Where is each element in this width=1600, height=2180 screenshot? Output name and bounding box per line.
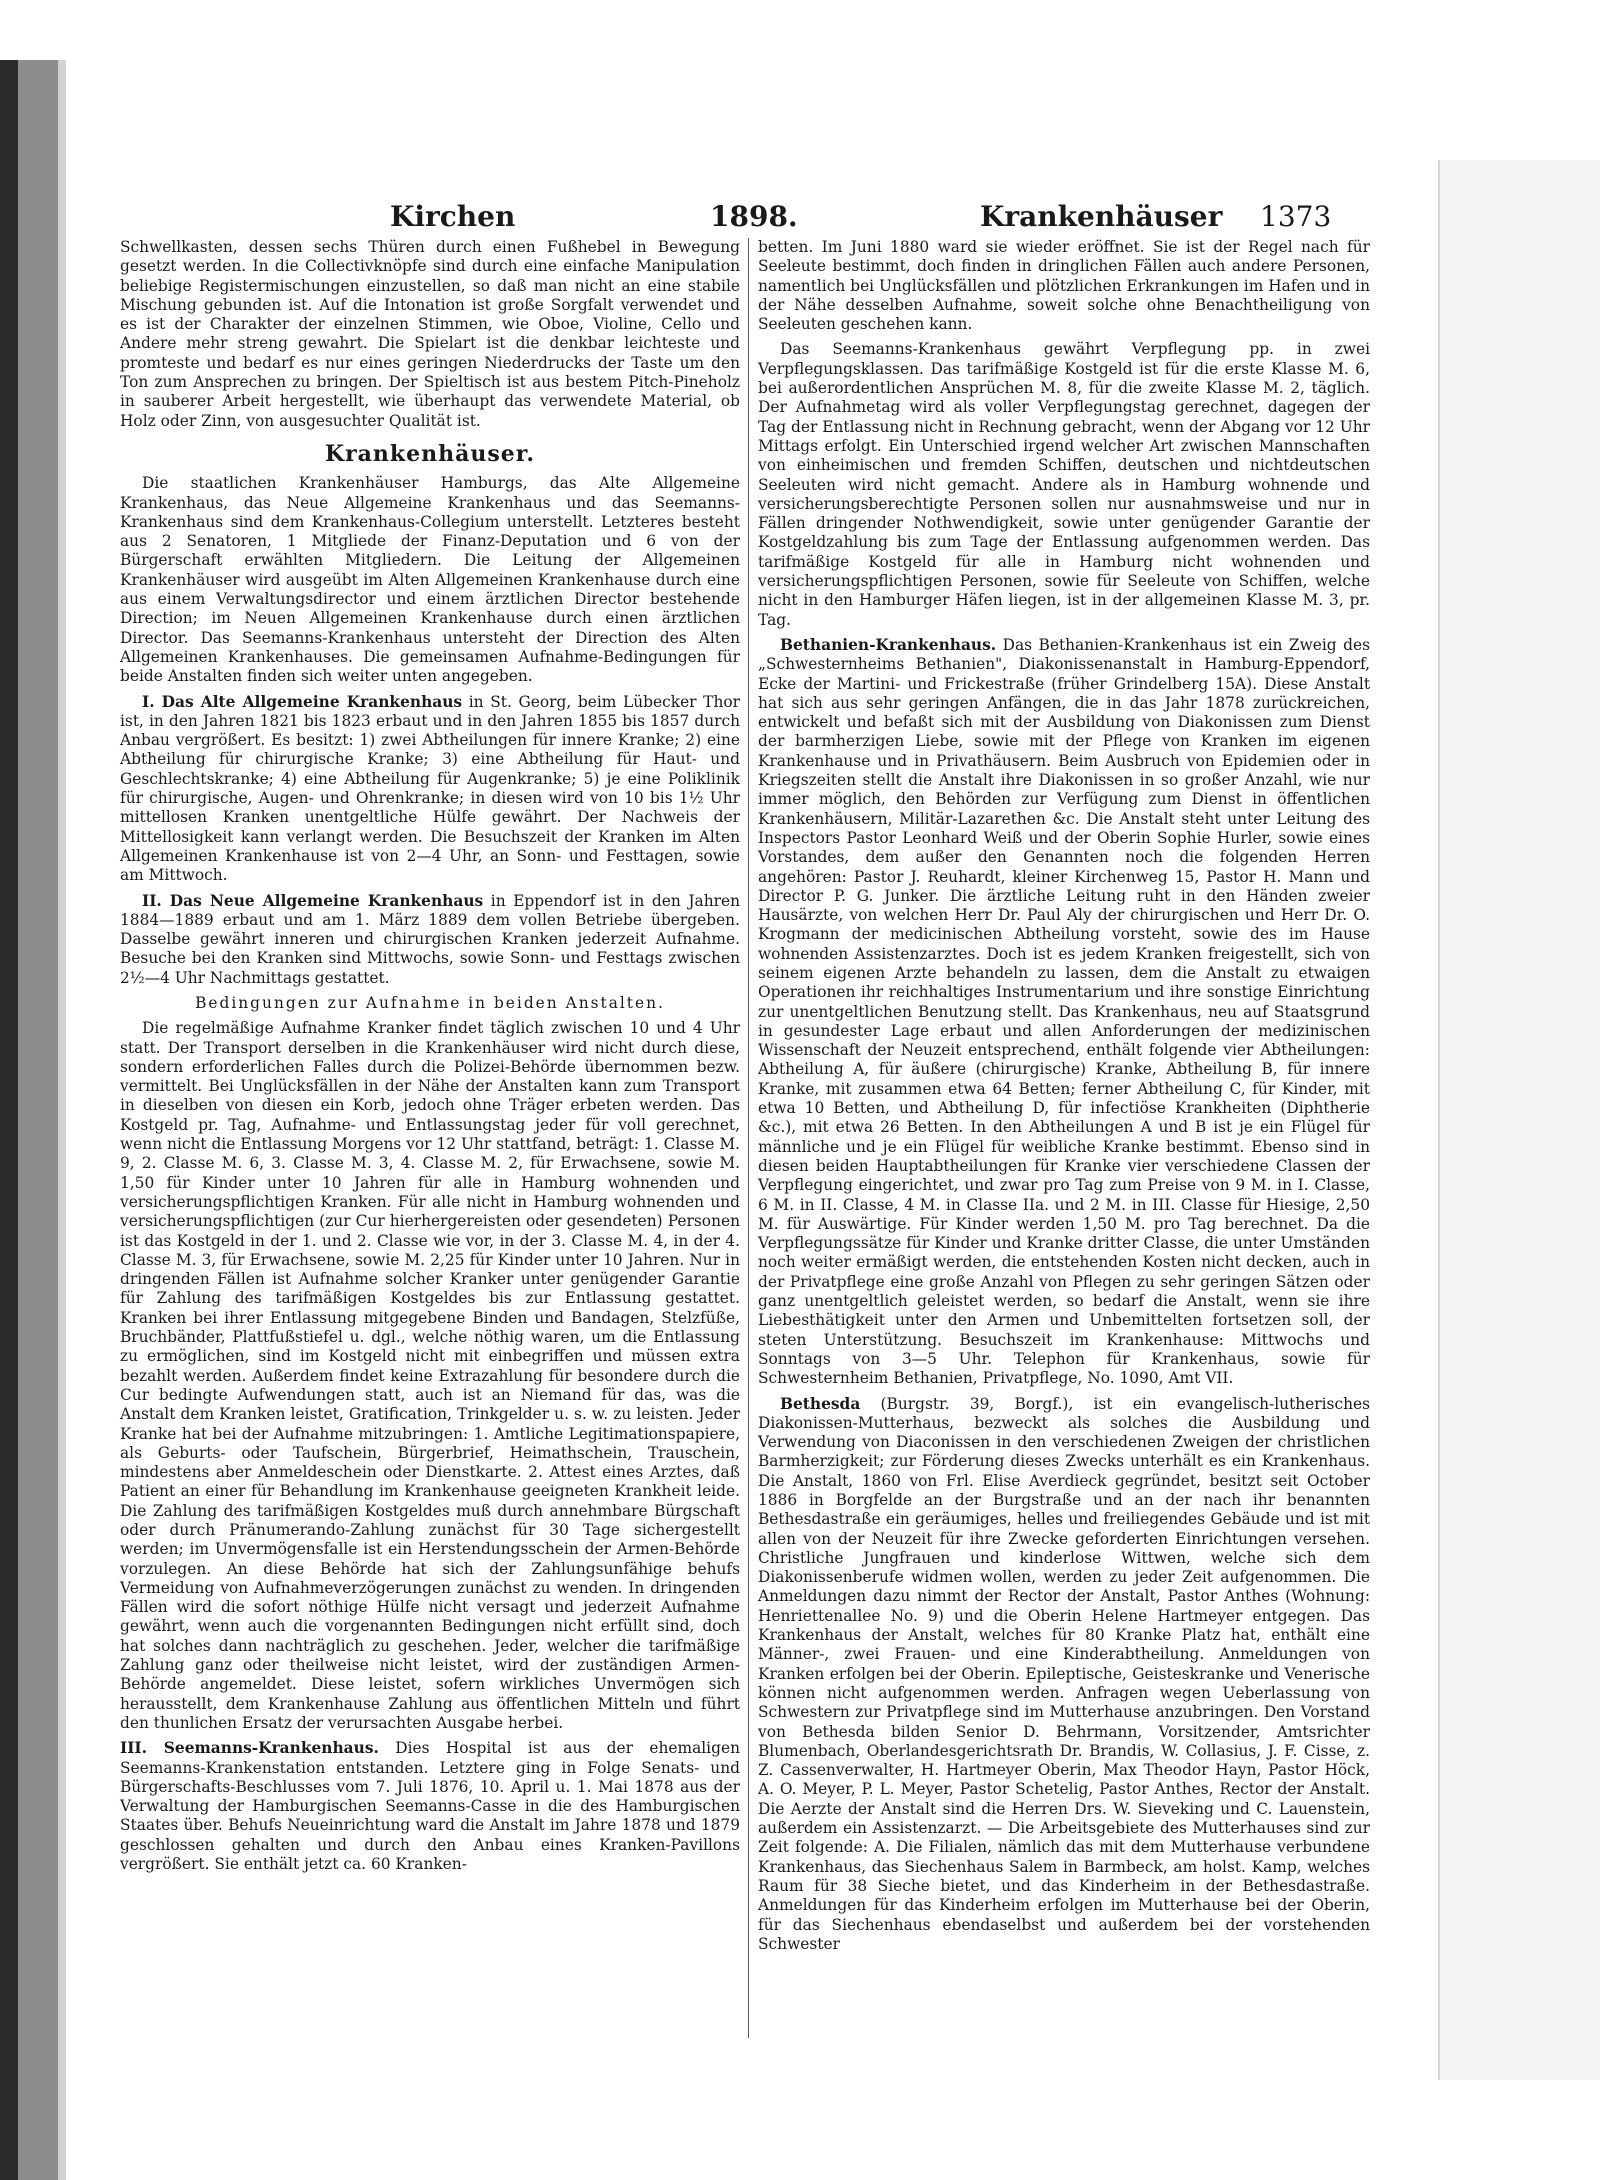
heading-neues: II. Das Neue Allgemeine Krankenhaus [142, 891, 484, 910]
paragraph-bethesda [758, 1395, 1370, 1955]
text-bethanien: Das Bethanien-Krankenhaus ist ein Zweig des „Schwesternheims Bethanien", Diakonissenanstalt in Hamburg-Eppendorf, Ecke der Martini- und Frickestraße (früher Grindelberg 15A). Diese Anstalt hat sich aus sehr geringen Anfängen, die in das Jahr 1878 zurückreichen, entwickelt und befaßt sich mit der Ausbildung von Diakonissen zum Dienst der barmherzigen Liebe, sowie mit der Pflege von Kranken im eigenen Krankenhause und in Privathäusern. Beim Ausbruch von Epidemien oder in Kriegszeiten stellt die Anstalt ihre Diakonissen in so großer Anzahl, wie nur immer möglich, den Behörden zur Verfügung zum Dienst in öffentlichen Krankenhäusern, Militär-Lazarethen &c. Die Anstalt steht unter Leitung des Inspectors Pastor Leonhard Weiß und der Oberin Sophie Hurler, sowie eines Vorstandes, dem außer den Genannten noch die folgenden Herren angehören: Pastor J. Reuhardt, kleiner Kirchenweg 15, Pastor H. Mann und Director P. G. Junker. Die ärztliche Leitung ruht in den Händen zweier Hausärzte, von welchen Herr Dr. Paul Aly der chirurgischen und Herr Dr. O. Krogmann der medicinischen Abtheilung vorsteht, sowie des im Hause wohnenden Assistenzarztes. Doch ist es jedem Kranken freigestellt, sich von seinem eigenen Arzte behandeln zu lassen, dem die Anstalt zu etwaigen Operationen ihr reichhaltiges Instrumentarium und ihre sonstige Einrichtung zur unentgeltlichen Benutzung stellt. Das Krankenhaus, neu auf Staatsgrund in gesundester Lage erbaut und allen Anforderungen der medizinischen Wissenschaft der Neuzeit entsprechend, enthält folgende vier Abtheilungen: Abtheilung A, für äußere (chirurgische) Kranke, Abtheilung B, für innere Kranke, mit zusammen etwa 64 Betten; ferner Abtheilung C, für Kinder, mit etwa 10 Betten, und Abtheilung D, für infectiöse Krankheiten (Diphtherie &c.), mit etwa 26 Betten. In den Abtheilungen A und B ist je ein Flügel für männliche und je ein Flügel für weibliche Kranke bestimmt. Ebenso sind in diesen beiden Hauptabtheilungen für Kranke vier verschiedene Classen der Verpflegung eingerichtet, und zwar pro Tag zum Preise von 9 M. in I. Classe, 6 M. in II. Classe, 4 M. in Classe IIa. und 2 M. in III. Classe für Hiesige, 2,50 M. für Auswärtige. Für Kinder werden 1,50 M. pro Tag berechnet. Da die Verpflegungssätze für Kinder und Kranke dritter Classe, die unter Umständen noch weiter ermäßigt werden, die entstehenden Kosten nicht decken, auch in der Privatpflege eine große Anzahl von Pflegen zu sehr geringen Sätzen oder ganz unentgeltlich geleistet werden, so bedarf die Anstalt, wenn sie ihre Liebesthätigkeit unter den Armen und Unbemittelten fortsetzen soll, der steten Unterstützung. Besuchszeit im Krankenhause: Mittwochs und Sonntags von 3—5 Uhr. Telephon für Krankenhaus, sowie für Schwesternheim Bethanien, Privatpflege, No. 1090, Amt VII. [758, 635, 1370, 1388]
paragraph-altes-krankenhaus [120, 693, 740, 886]
paragraph-bethanien [758, 636, 1370, 1389]
book-spine-shadow [0, 60, 18, 2180]
subheading-bedingungen: Bedingungen zur Aufnahme in beiden Anstalten. [195, 993, 665, 1012]
header-left: Kirchen [390, 200, 516, 233]
text-neues: in Eppendorf ist in den Jahren 1884—1889 erbaut und am 1. März 1889 dem vollen Betriebe übergeben. Dasselbe gewährt inneren und chirurgischen Kranken jederzeit Aufnahme. Besuche bei den Kranken sind Mittwochs, sowie Sonn- und Festtags zwischen 2½—4 Uhr Nachmittags gestattet. [120, 891, 740, 987]
text-bethesda: (Burgstr. 39, Borgf.), ist ein evangelisch-lutherisches Diakonissen-Mutterhaus, bezweckt als solches die Ausbildung und Verwendung von Diaconissen in den verschiedenen Zweigen der christlichen Barmherzigkeit; zur Förderung dieses Zwecks unterhält es ein Krankenhaus. Die Anstalt, 1860 von Frl. Elise Averdieck gegründet, besitzt seit October 1886 in Borgfelde an der Burgstraße und an der nach ihr benannten Bethesdastraße ein geräumiges, helles und freiliegendes Gebäude und ist mit allen von der Neuzeit für ihre Zwecke geforderten Einrichtungen versehen. Christliche Jungfrauen und kinderlose Wittwen, welche sich dem Diakonissenberufe widmen wollen, werden zu jeder Zeit aufgenommen. Die Anmeldungen dazu nimmt der Rector der Anstalt, Pastor Anthes (Wohnung: Henriettenallee No. 9) und die Oberin Helene Hartmeyer entgegen. Das Krankenhaus der Anstalt, welches für 80 Kranke Platz hat, enthält eine Männer-, zwei Frauen- und eine Kinderabtheilung. Anmeldungen von Kranken erfolgen bei der Oberin. Epileptische, Geisteskranke und Venerische können nicht aufgenommen werden. Anfragen wegen Ueberlassung von Schwestern zur Privatpflege sind im Mutterhause anzubringen. Den Vorstand von Bethesda bilden Senior D. Behrmann, Vorsitzender, Amtsrichter Blumenbach, Oberlandesgerichtsrath Dr. Brandis, W. Collasius, J. F. Cisse, z. Z. Cassenverwalter, H. Hartmeyer Oberin, Max Theodor Hayn, Pastor Höck, A. O. Meyer, P. L. Meyer, Pastor Schetelig, Pastor Anthes, Rector der Anstalt. Die Aerzte der Anstalt sind die Herren Drs. W. Sieveking und C. Lauenstein, außerdem ein Assistenzarzt. — Die Arbeitsgebiete des Mutterhauses sind zur Zeit folgende: A. Die Filialen, nämlich das mit dem Mutterhause verbundene Krankenhaus, das Siechenhaus Salem in Barmbeck, am holst. Kamp, welches Raum für 38 Sieche bietet, und das Kinderheim in der Bethesdastraße. Anmeldungen für das Kinderheim erfolgen im Mutterhause bei der Oberin, für das Siechenhaus ebendaselbst und außerdem bei der vorstehenden Schwester [758, 1394, 1370, 1953]
page-edge [1438, 160, 1600, 2080]
left-column [120, 238, 740, 2098]
heading-seemanns: III. Seemanns-Krankenhaus. [120, 1739, 379, 1758]
paragraph-organ: Schwellkasten, dessen sechs Thüren durch einen Fußhebel in Bewegung gesetzt werden. In die Collectivknöpfe sind durch eine einfache Manipulation beliebige Registermischungen einzustellen, so daß man nicht an eine stabile Mischung gebunden ist. Auf die Intonation ist große Sorgfalt verwendet und es ist der Charakter der einzelnen Stimmen, wie Oboe, Violine, Cello und Andere mehr streng gewahrt. Die Spielart ist die denkbar leichteste und promteste und bedarf es nur eines geringen Niederdrucks der Taste um den Ton zum Ansprechen zu bringen. Der Spieltisch ist aus bestem Pitch-Pineholz in sauberer Arbeit hergestellt, wie überhaupt das verwendete Material, ob Holz oder Zinn, von ausgesuchter Qualität ist. [120, 238, 740, 430]
text-altes: in St. Georg, beim Lübecker Thor ist, in den Jahren 1821 bis 1823 erbaut und in den Jahren 1855 bis 1857 durch Anbau vergrößert. Es besitzt: 1) zwei Abtheilungen für innere Kranke; 2) eine Abtheilung für chirurgische Kranke; 3) eine Abtheilung für Haut- und Geschlechtskranke; 4) eine Abtheilung für Augenkranke; 5) je eine Poliklinik für chirurgische, Augen- und Ohrenkranke; in diesen wird von 10 bis 1½ Uhr mittellosen Kranken unentgeltliche Hülfe gewährt. Der Nachweis der Mittellosigkeit kann verlangt werden. Die Besuchszeit der Kranken im Alten Allgemeinen Krankenhause ist von 2—4 Uhr, an Sonn- und Festtagen, sowie am Mittwoch. [120, 692, 740, 885]
section-title: Krankenhäuser. [324, 440, 536, 467]
page-number: 1373 [1260, 200, 1332, 233]
book-gutter [18, 60, 58, 2180]
column-rule [748, 238, 749, 2038]
paragraph-staatliche: Die staatlichen Krankenhäuser Hamburgs, das Alte Allgemeine Krankenhaus, das Neue Allgemeine Krankenhaus und das Seemanns-Krankenhaus sind dem Krankenhaus-Collegium unterstellt. Letzteres besteht aus 2 Senatoren, 1 Mitgliede der Finanz-Deputation und 6 von der Bürgerschaft erwählten Mitgliedern. Die Leitung der Allgemeinen Krankenhäuser wird ausgeübt im Alten Allgemeinen Krankenhause durch eine aus einem Verwaltungsdirector und einem ärztlichen Director bestehende Direction; im Neuen Allgemeinen Krankenhause durch einen ärztlichen Director. Das Seemanns-Krankenhaus untersteht der Direction des Alten Allgemeinen Krankenhauses. Die gemeinsamen Aufnahme-Bedingungen für beide Anstalten finden sich weiter unten angegeben. [120, 474, 740, 686]
header-right: Krankenhäuser [980, 200, 1223, 233]
paragraph-seemanns-cont: betten. Im Juni 1880 ward sie wieder eröffnet. Sie ist der Regel nach für Seeleute bestimmt, doch finden in dringlichen Fällen auch andere Personen, namentlich bei Unglücksfällen und plötzlichen Erkrankungen im Hafen und in der Nähe desselben Aufnahme, soweit solche ohne Benachtheiligung von Seeleuten geschehen kann. [758, 238, 1370, 334]
paragraph-verpflegung: Das Seemanns-Krankenhaus gewährt Verpflegung pp. in zwei Verpflegungsklassen. Das tarifmäßige Kostgeld ist für die erste Klasse M. 6, bei außerordentlichen Ansprüchen M. 8, für die zweite Klasse M. 2, täglich. Der Aufnahmetag wird als voller Verpflegungstag gerechnet, dagegen der Tag der Entlassung nicht in Rechnung gebracht, wenn der Abgang vor 12 Uhr Mittags erfolgt. Ein Unterschied irgend welcher Art zwischen Mannschaften von einheimischen und fremden Schiffen, deutschen und nichtdeutschen Seeleuten wird nicht gemacht. Andere als in Hamburg wohnende und versicherungsberechtigte Personen sollen nur ausnahmsweise und nur in Fällen dringender Nothwendigkeit, sowie unter genügender Garantie der Kostgeldzahlung bis zum Tage der Entlassung aufgenommen werden. Das tarifmäßige Kostgeld für alle in Hamburg nicht wohnenden und versicherungspflichtigen Personen, sowie für Seeleute von Schiffen, welche nicht in den Hamburger Häfen liegen, ist in der allgemeinen Klasse M. 3, pr. Tag. [758, 340, 1370, 629]
heading-bethanien: Bethanien-Krankenhaus. [780, 635, 997, 654]
header-year: 1898. [710, 200, 798, 233]
paragraph-seemanns [120, 1739, 740, 1874]
paragraph-neues-krankenhaus [120, 892, 740, 988]
book-gutter-edge [58, 60, 66, 2180]
right-column [758, 238, 1370, 2098]
heading-altes: I. Das Alte Allgemeine Krankenhaus [142, 692, 463, 711]
page [120, 190, 1440, 2050]
text-seemanns: Dies Hospital ist aus der ehemaligen Seemanns-Krankenstation entstanden. Letztere ging in Folge Senats- und Bürgerschafts-Beschlusses vom 7. Juli 1876, 10. April u. 1. Mai 1878 aus der Verwaltung der Hamburgischen Seemanns-Casse in die des Hamburgischen Staates über. Behufs Neueinrichtung ward die Anstalt im Jahre 1878 und 1879 geschlossen gehalten und durch den Anbau eines Kranken-Pavillons vergrößert. Sie enthält jetzt ca. 60 Kranken- [120, 1739, 740, 1874]
running-header [120, 190, 1360, 233]
paragraph-bedingungen: Die regelmäßige Aufnahme Kranker findet täglich zwischen 10 und 4 Uhr statt. Der Transport derselben in die Krankenhäuser wird nicht durch diese, sondern erforderlichen Falles durch die Polizei-Behörde übernommen bezw. vermittelt. Bei Unglücksfällen in der Nähe der Anstalten kann zum Transport in dieselben von diesen ein Korb, jedoch ohne Träger erbeten werden. Das Kostgeld pr. Tag, Aufnahme- und Entlassungstag jeder für voll gerechnet, wenn nicht die Entlassung Morgens vor 12 Uhr stattfand, beträgt: 1. Classe M. 9, 2. Classe M. 6, 3. Classe M. 3, 4. Classe M. 2, für Erwachsene, sowie M. 1,50 für Kinder unter 10 Jahren für alle in Hamburg wohnenden und versicherungspflichtigen Kranken. Für alle nicht in Hamburg wohnenden und versicherungspflichtigen (zur Cur hierhergereisten oder gesendeten) Personen ist das Kostgeld in der 1. und 2. Classe wie vor, in der 3. Classe M. 4, in der 4. Classe M. 3, für Erwachsene, sowie M. 2,25 für Kinder unter 10 Jahren. Nur in dringenden Fällen ist Aufnahme solcher Kranker unter genügender Garantie für Zahlung des tarifmäßigen Kostgeldes bis zur Entlassung gestattet. Kranken bei ihrer Entlassung mitgegebene Binden und Bandagen, Stelzfüße, Bruchbänder, Plattfußstiefel u. dgl., welche nöthig waren, um die Entlassung zu ermöglichen, sind im Kostgeld nicht mit einbegriffen und müssen extra bezahlt werden. Außerdem findet keine Extrazahlung für besondere durch die Cur bedingte Aufwendungen statt, auch ist an Niemand für das, was die Anstalt dem Kranken leistet, Gratification, Trinkgelder u. s. w. zu leisten. Jeder Kranke hat bei der Aufnahme mitzubringen: 1. Amtliche Legitimationspapiere, als Geburts- oder Taufschein, Bürgerbrief, Heimathschein, Trauschein, mindestens aber Anmeldeschein oder Dienstkarte. 2. Attest eines Arztes, daß Patient an einer für Behandlung im Krankenhause geeigneten Krankheit leide. Die Zahlung des tarifmäßigen Kostgeldes muß durch annehmbare Bürgschaft oder durch Pränumerando-Zahlung zunächst für 30 Tage sichergestellt werden; im Unvermögensfalle ist ein Herstendungsschein der Armen-Behörde vorzulegen. An diese Behörde hat sich der Zahlungsunfähige behufs Vermeidung von Aufnahmeverzögerungen zunächst zu wenden. In dringenden Fällen wird die sofort nöthige Hülfe nicht versagt und jederzeit Aufnahme gewährt, wenn auch die vorgenannten Bedingungen nicht erfüllt sind, doch hat solches dann nachträglich zu geschehen. Jeder, welcher die tarifmäßige Zahlung ganz oder theilweise nicht leistet, wird der zuständigen Armen-Behörde angemeldet. Diese leistet, sofern wirkliches Unvermögen sich herausstellt, dem Krankenhause Zahlung aus öffentlichen Mitteln und führt den thunlichen Ersatz der verursachten Ausgabe herbei. [120, 1019, 740, 1732]
heading-bethesda: Bethesda [780, 1394, 861, 1413]
